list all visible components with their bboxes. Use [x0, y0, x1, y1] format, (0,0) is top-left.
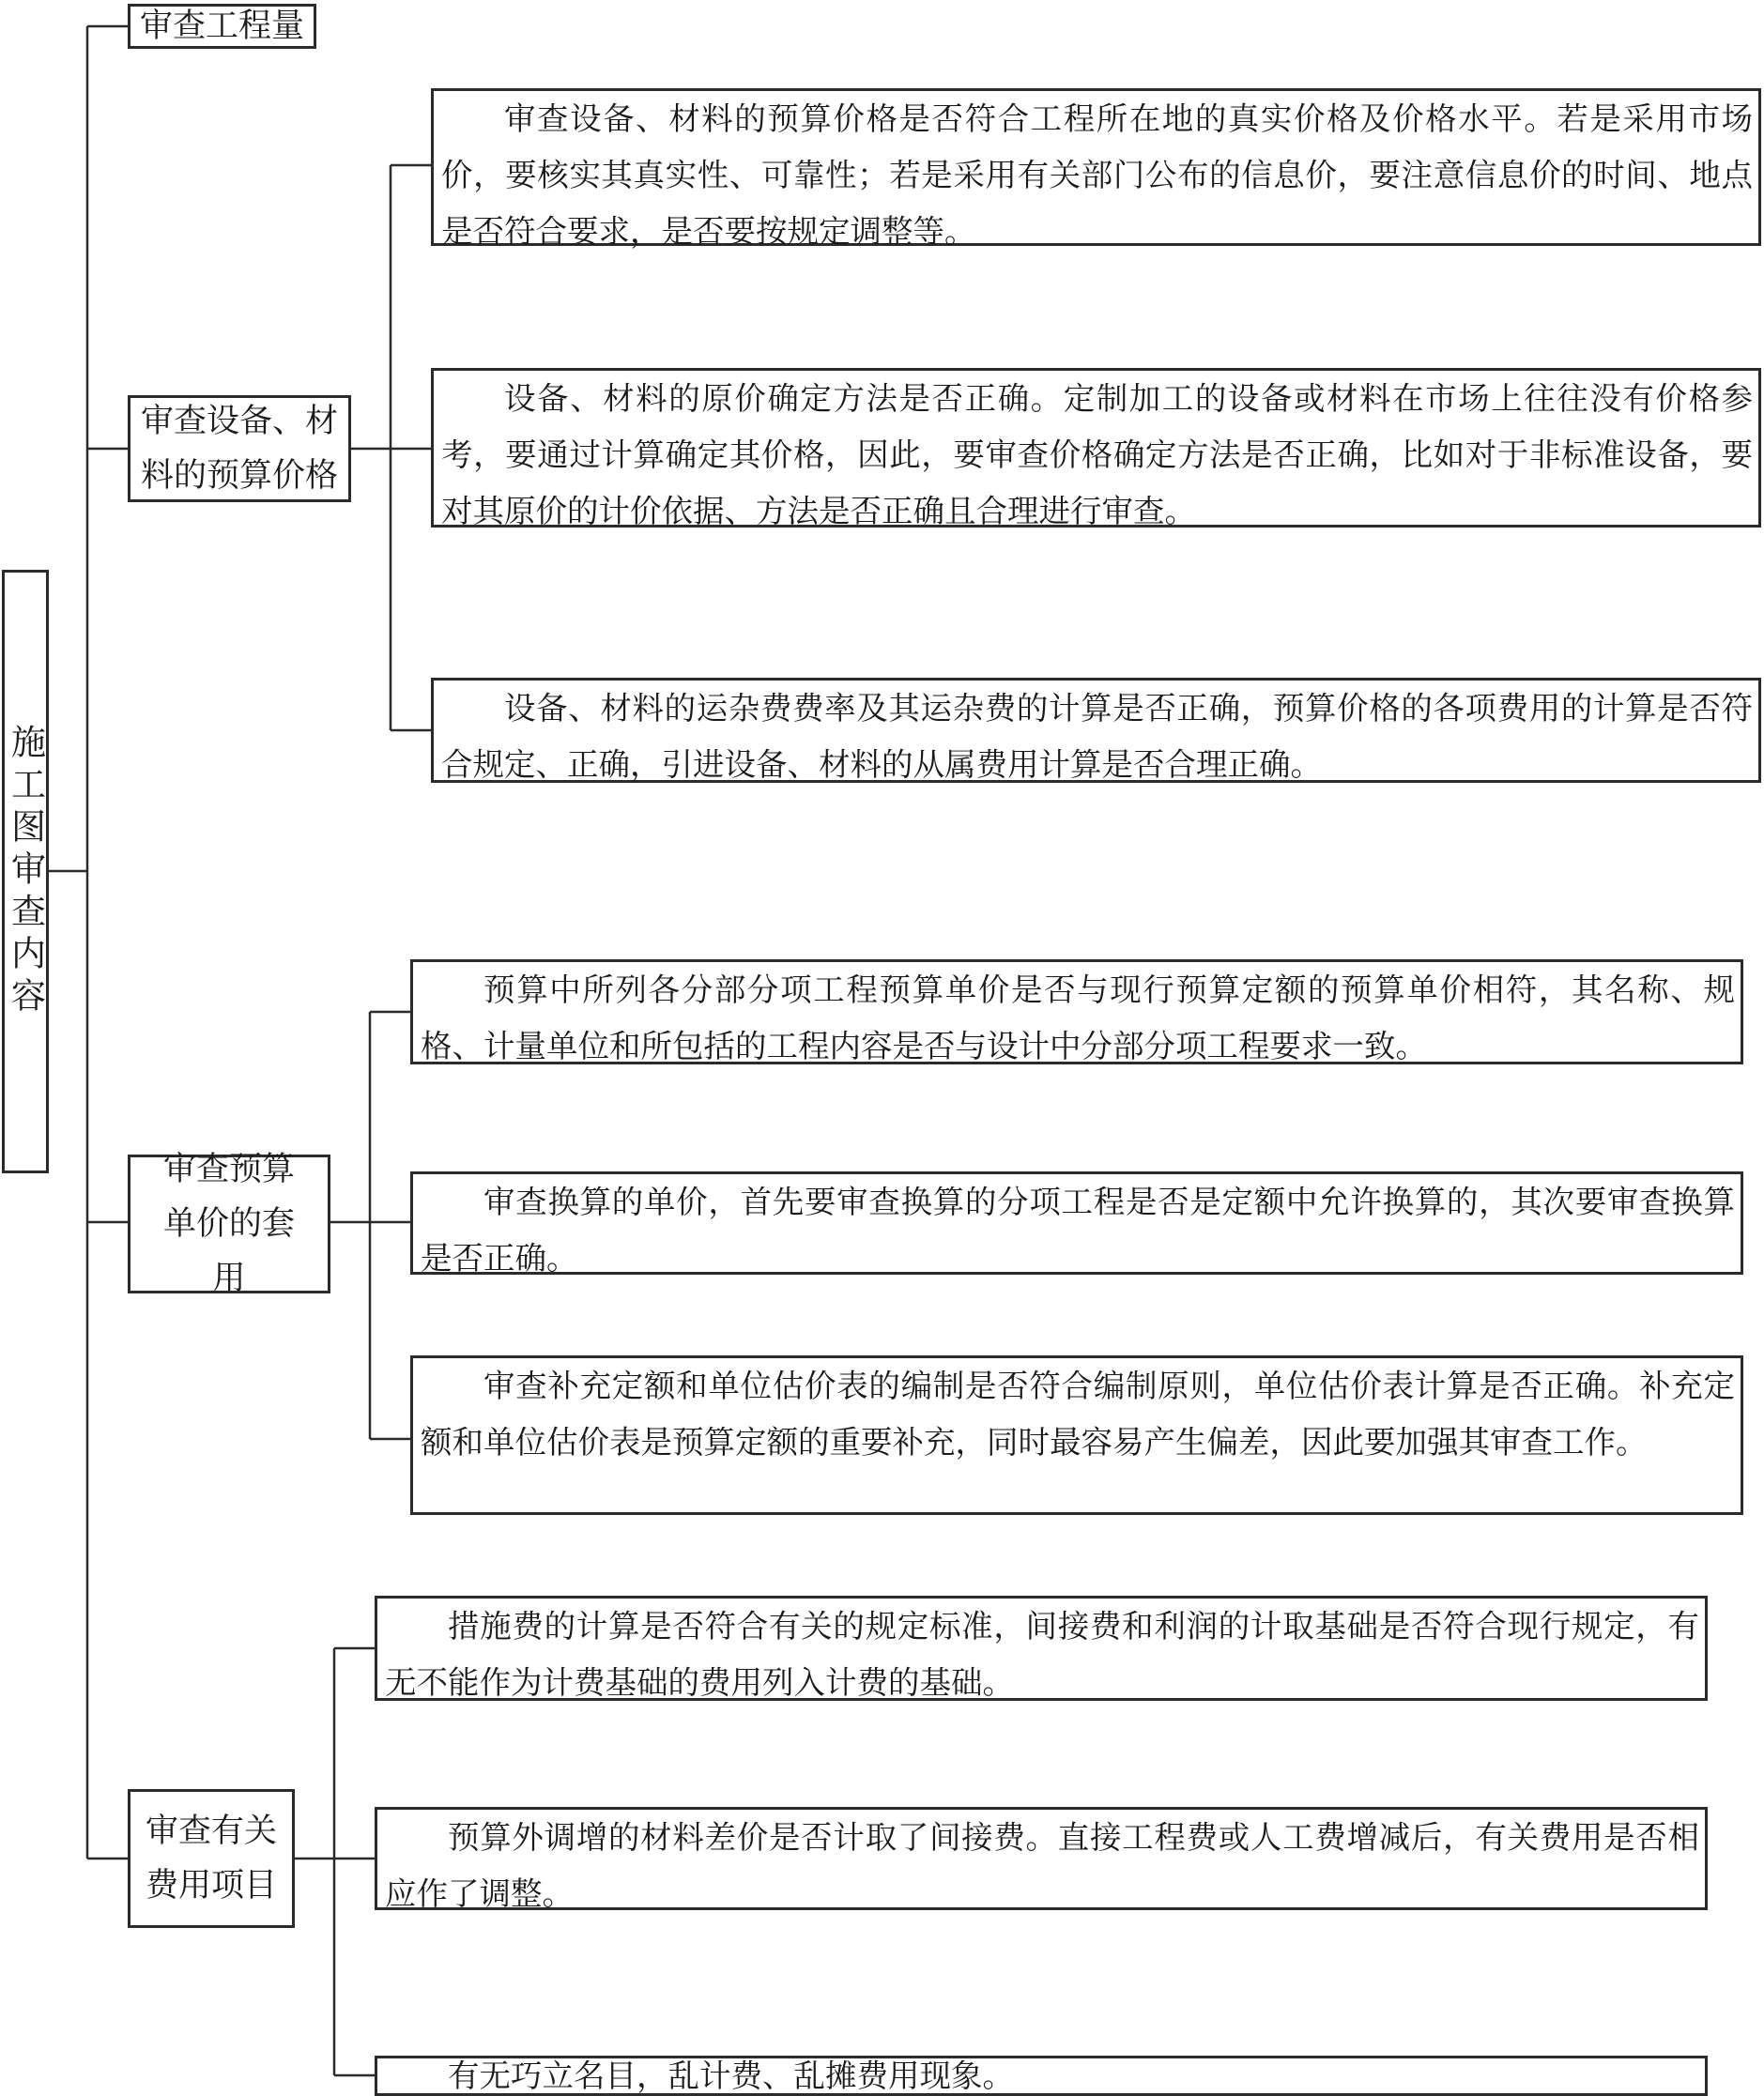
detail-box — [431, 88, 1761, 250]
root-label: 施工图审查内容 — [5, 724, 46, 1019]
detail-box — [410, 1171, 1743, 1275]
detail-box — [431, 368, 1761, 528]
detail-box — [375, 1807, 1708, 1910]
detail-box — [431, 678, 1761, 783]
detail-text: 审查补充定额和单位估价表的编制是否符合编制原则，单位估价表计算是否正确。补充定额和单位估价表是预算定额的重要补充，同时最容易产生偏差，因此要加强其审查工作。 — [421, 1368, 1735, 1461]
detail-text: 预算外调增的材料差价是否计取了间接费。直接工程费或人工费增减后，有关费用是否相应作了调整。 — [385, 1819, 1699, 1912]
category-label: 审查设备、材料的预算价格 — [140, 403, 338, 495]
detail-text: 预算中所列各分部分项工程预算单价是否与现行预算定额的预算单价相符，其名称、规格、计量单位和所包括的工程内容是否与设计中分部分项工程要求一致。 — [421, 972, 1735, 1064]
detail-text: 审查换算的单价，首先要审查换算的分项工程是否是定额中允许换算的，其次要审查换算是否正确。 — [421, 1184, 1735, 1277]
root-node — [2, 570, 49, 1173]
category-label: 审查工程量 — [139, 8, 304, 45]
detail-box — [410, 1355, 1743, 1515]
category-node-quantity — [128, 4, 316, 49]
category-node-equipment-prices — [128, 395, 351, 502]
detail-text: 设备、材料的运杂费费率及其运杂费的计算是否正确，预算价格的各项费用的计算是否符合规定、正确，引进设备、材料的从属费用计算是否合理正确。 — [441, 690, 1753, 783]
detail-text: 有无巧立名目，乱计费、乱摊费用现象。 — [448, 2058, 1014, 2094]
detail-box — [375, 2056, 1708, 2096]
detail-box — [375, 1596, 1708, 1701]
detail-text: 审查设备、材料的预算价格是否符合工程所在地的真实价格及价格水平。若是采用市场价，要核实其真实性、可靠性；若是采用有关部门公布的信息价，要注意信息价的时间、地点是否符合要求，是否要按规定调整等。 — [441, 100, 1753, 250]
category-node-fee-items — [128, 1789, 295, 1928]
detail-text: 措施费的计算是否符合有关的规定标准，间接费和利润的计取基础是否符合现行规定，有无不能作为计费基础的费用列入计费的基础。 — [385, 1608, 1699, 1701]
category-label: 审查预算单价的套用 — [162, 1151, 295, 1297]
category-label: 审查有关费用项目 — [145, 1813, 277, 1905]
detail-box — [410, 959, 1743, 1064]
category-node-unit-prices — [128, 1151, 330, 1297]
detail-text: 设备、材料的原价确定方法是否正确。定制加工的设备或材料在市场上往往没有价格参考，要通过计算确定其价格，因此，要审查价格确定方法是否正确，比如对于非标准设备，要对其原价的计价依据、方法是否正确且合理进行审查。 — [441, 380, 1753, 529]
